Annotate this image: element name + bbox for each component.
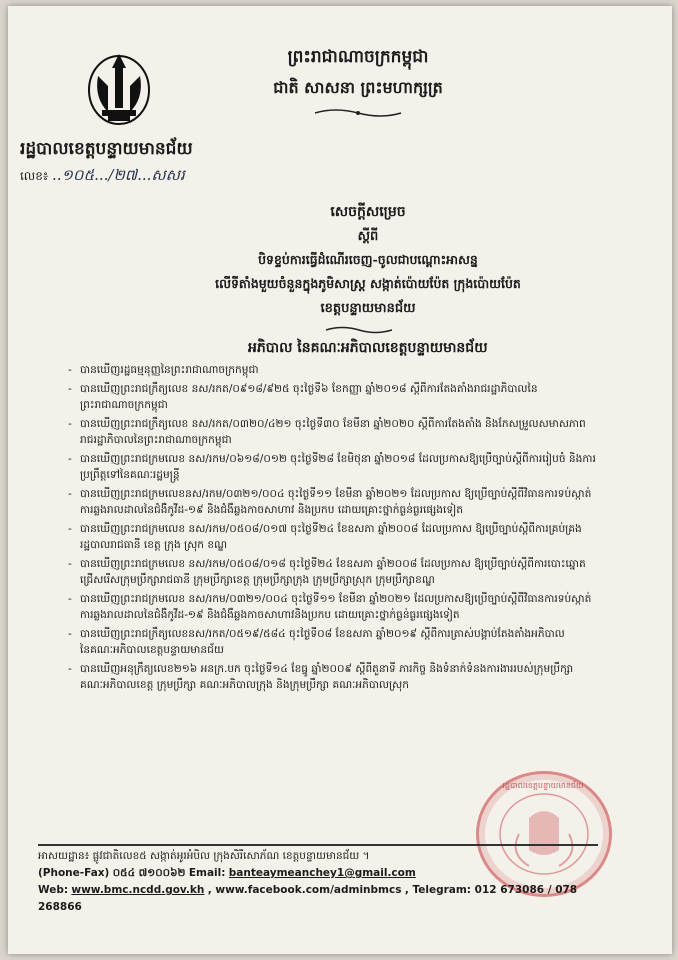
- reference-value: ..១០៥.../២៧...សសរ: [51, 166, 185, 184]
- web-label: Web:: [38, 884, 69, 896]
- title-line-3: បិទខ្ទប់ការធ្វើដំណើរចេញ-ចូលជាបណ្ដោះអាសន្ន: [258, 252, 478, 267]
- kingdom-name: ព្រះរាជាណាចក្រកម្ពុជា: [287, 47, 429, 67]
- issuing-authority: រដ្ឋបាលខេត្តបន្ទាយមានជ័យ: [20, 139, 193, 159]
- telegram-contact: , Telegram: 012 673086 / 078 268866: [38, 884, 578, 913]
- footer-divider: [38, 844, 598, 846]
- list-item: - បានឃើញព្រះរាជក្រឹត្យលេខនស/រកត/០៥១៩/៥៨៤ ចុះថ្ងៃទី០៨ ខែឧសភា ឆ្នាំ២០១៩ ស្ដីពីការត្រាស់បង្គាប់តែងតាំងអភិបាល នៃគណៈអភិបាលខេត្តបន្ទាយមានជ័យ: [68, 626, 598, 658]
- footer-web-line: [38, 882, 598, 916]
- national-motto: ជាតិ សាសនា ព្រះមហាក្សត្រ: [273, 78, 443, 97]
- website-link[interactable]: www.bmc.ncdd.gov.kh: [71, 884, 205, 896]
- email-label: Email:: [188, 867, 226, 879]
- list-item: - បានឃើញរដ្ឋធម្មនុញ្ញនៃព្រះរាជាណាចក្រកម្ពុជា: [68, 362, 598, 378]
- list-item: - បានឃើញព្រះរាជក្រឹត្យលេខ នស/រកត/០៣២០/៤២១ ចុះថ្ងៃទី៣០ ខែមីនា ឆ្នាំ២០២០ ស្ដីពីការតែងតាំង និងកែសម្រួលសមាសភាពរាជរដ្ឋាភិបាលនៃព្រះរាជាណាចក្រកម្ពុជា: [68, 416, 598, 448]
- ornament-divider-icon: [313, 106, 403, 120]
- title-line-2: ស្ដីពី: [357, 229, 379, 244]
- list-item: - បានឃើញព្រះរាជក្រឹត្យលេខ នស/រកត/០៩១៨/៩២៥ ចុះថ្ងៃទី៦ ខែកញ្ញា ឆ្នាំ២០១៨ ស្ដីពីការតែងតាំងរាជរដ្ឋាភិបាលនៃព្រះរាជាណាចក្រកម្ពុជា: [68, 381, 598, 413]
- list-item: - បានឃើញព្រះរាជក្រមលេខ នស/រកម/០៦១៨/០១២ ចុះថ្ងៃទី២៨ ខែមិថុនា ឆ្នាំ២០១៨ ដែលប្រកាសឱ្យប្រើច្បាប់ស្ដីពីការរៀបចំ និងការប្រព្រឹត្តទៅនៃគណៈរដ្ឋមន្ត្រី: [68, 451, 598, 483]
- facebook-link[interactable]: , www.facebook.com/adminbmcs: [207, 884, 402, 896]
- seal-text: រដ្ឋបាលខេត្តបន្ទាយមានជ័យ: [502, 781, 584, 790]
- title-line-5: ខេត្តបន្ទាយមានជ័យ: [320, 301, 416, 316]
- title-line-4: លើទីតាំងមួយចំនួនក្នុងភូមិសាស្ត្រ សង្កាត់ប៉ោយប៉ែត ក្រុងប៉ោយប៉ែត: [215, 276, 521, 291]
- preamble-list: [68, 362, 598, 696]
- list-item: - បានឃើញព្រះរាជក្រមលេខ នស/រកម/០៥០៨/០១៨ ចុះថ្ងៃទី២៤ ខែឧសភា ឆ្នាំ២០០៨ ដែលប្រកាស ឱ្យប្រើច្បាប់ស្ដីពីការបោះឆ្នោតជ្រើសរើសក្រុមប្រឹក្សារាជធានី ក្រុមប្រឹក្សាខេត្ត ក្រុមប្រឹក្សាក្រុង ក្រុមប្រឹក្សាស្រុក ក្រុមប្រឹក្សាខណ្ឌ: [68, 556, 598, 588]
- list-item: - បានឃើញអនុក្រឹត្យលេខ២១៦ អនក្រ.បក ចុះថ្ងៃទី១៤ ខែធ្នូ ឆ្នាំ២០០៩ ស្ដីពីតួនាទី ភារកិច្ច និងទំនាក់ទំនងការងាររបស់ក្រុមប្រឹក្សា គណៈអភិបាលខេត្ត ក្រុមប្រឹក្សា គណៈអភិបាលក្រុង និងក្រុមប្រឹក្សា គណៈអភិបាលស្រុក: [68, 661, 598, 693]
- list-item: - បានឃើញព្រះរាជក្រមលេខ នស/រកម/០៥០៨/០១៧ ចុះថ្ងៃទី២៤ ខែឧសភា ឆ្នាំ២០០៨ ដែលប្រកាស ឱ្យប្រើច្បាប់ស្ដីពីការគ្រប់គ្រងរដ្ឋបាលរាជធានី ខេត្ត ក្រុង ស្រុក ខណ្ឌ: [68, 521, 598, 553]
- reference-number: [20, 166, 185, 188]
- decision-title: [158, 202, 578, 324]
- governor-heading: អភិបាល នៃគណៈអភិបាលខេត្តបន្ទាយមានជ័យ: [248, 340, 488, 356]
- list-item: - បានឃើញព្រះរាជក្រមលេខ នស/រកម/០៣២១/០០៤ ចុះថ្ងៃទី១១ ខែមីនា ឆ្នាំ២០២១ ដែលប្រកាសឱ្យប្រើច្បាប់ស្ដីពីវិធានការទប់ស្កាត់ការឆ្លងរាលដាលនៃជំងឺកូវីដ-១៩ និងជំងឺឆ្លងកាចសាហាវនិងប្រកប ដោយគ្រោះថ្នាក់ធ្ងន់ធ្ងរផ្សេងទៀត: [68, 591, 598, 623]
- kingdom-header: [208, 46, 508, 101]
- phone-label: (Phone-Fax): [38, 867, 110, 879]
- title-line-1: សេចក្ដីសម្រេច: [330, 204, 406, 220]
- reference-label: លេខ៖: [20, 169, 49, 183]
- footer-contact: [38, 848, 598, 916]
- footer-phone-line: [38, 865, 598, 882]
- royal-emblem-icon: [86, 46, 152, 126]
- phone-number: ០៥៤ ៧១០០៦២: [112, 867, 186, 879]
- document-page: [8, 6, 672, 954]
- email-link[interactable]: banteaymeanchey1@gmail.com: [228, 867, 416, 879]
- ornament-divider-icon: [324, 324, 394, 336]
- footer-address: អាសយដ្ឋាន៖ ផ្លូវជាតិលេខ៥ សង្កាត់អូរអំបិល ក្រុងសិរីសោភ័ណ ខេត្តបន្ទាយមានជ័យ ។: [38, 850, 370, 862]
- list-item: - បានឃើញព្រះរាជក្រមលេខនស/រកម/០៣២១/០០៤ ចុះថ្ងៃទី១១ ខែមីនា ឆ្នាំ២០២១ ដែលប្រកាស ឱ្យប្រើច្បាប់ស្ដីពីវិធានការទប់ស្កាត់ ការឆ្លងរាលដាលនៃជំងឺកូវីដ-១៩ និងជំងឺឆ្លងកាចសាហាវ និងប្រកប ដោយគ្រោះថ្នាក់ធ្ងន់ធ្ងរផ្សេងទៀត: [68, 486, 598, 518]
